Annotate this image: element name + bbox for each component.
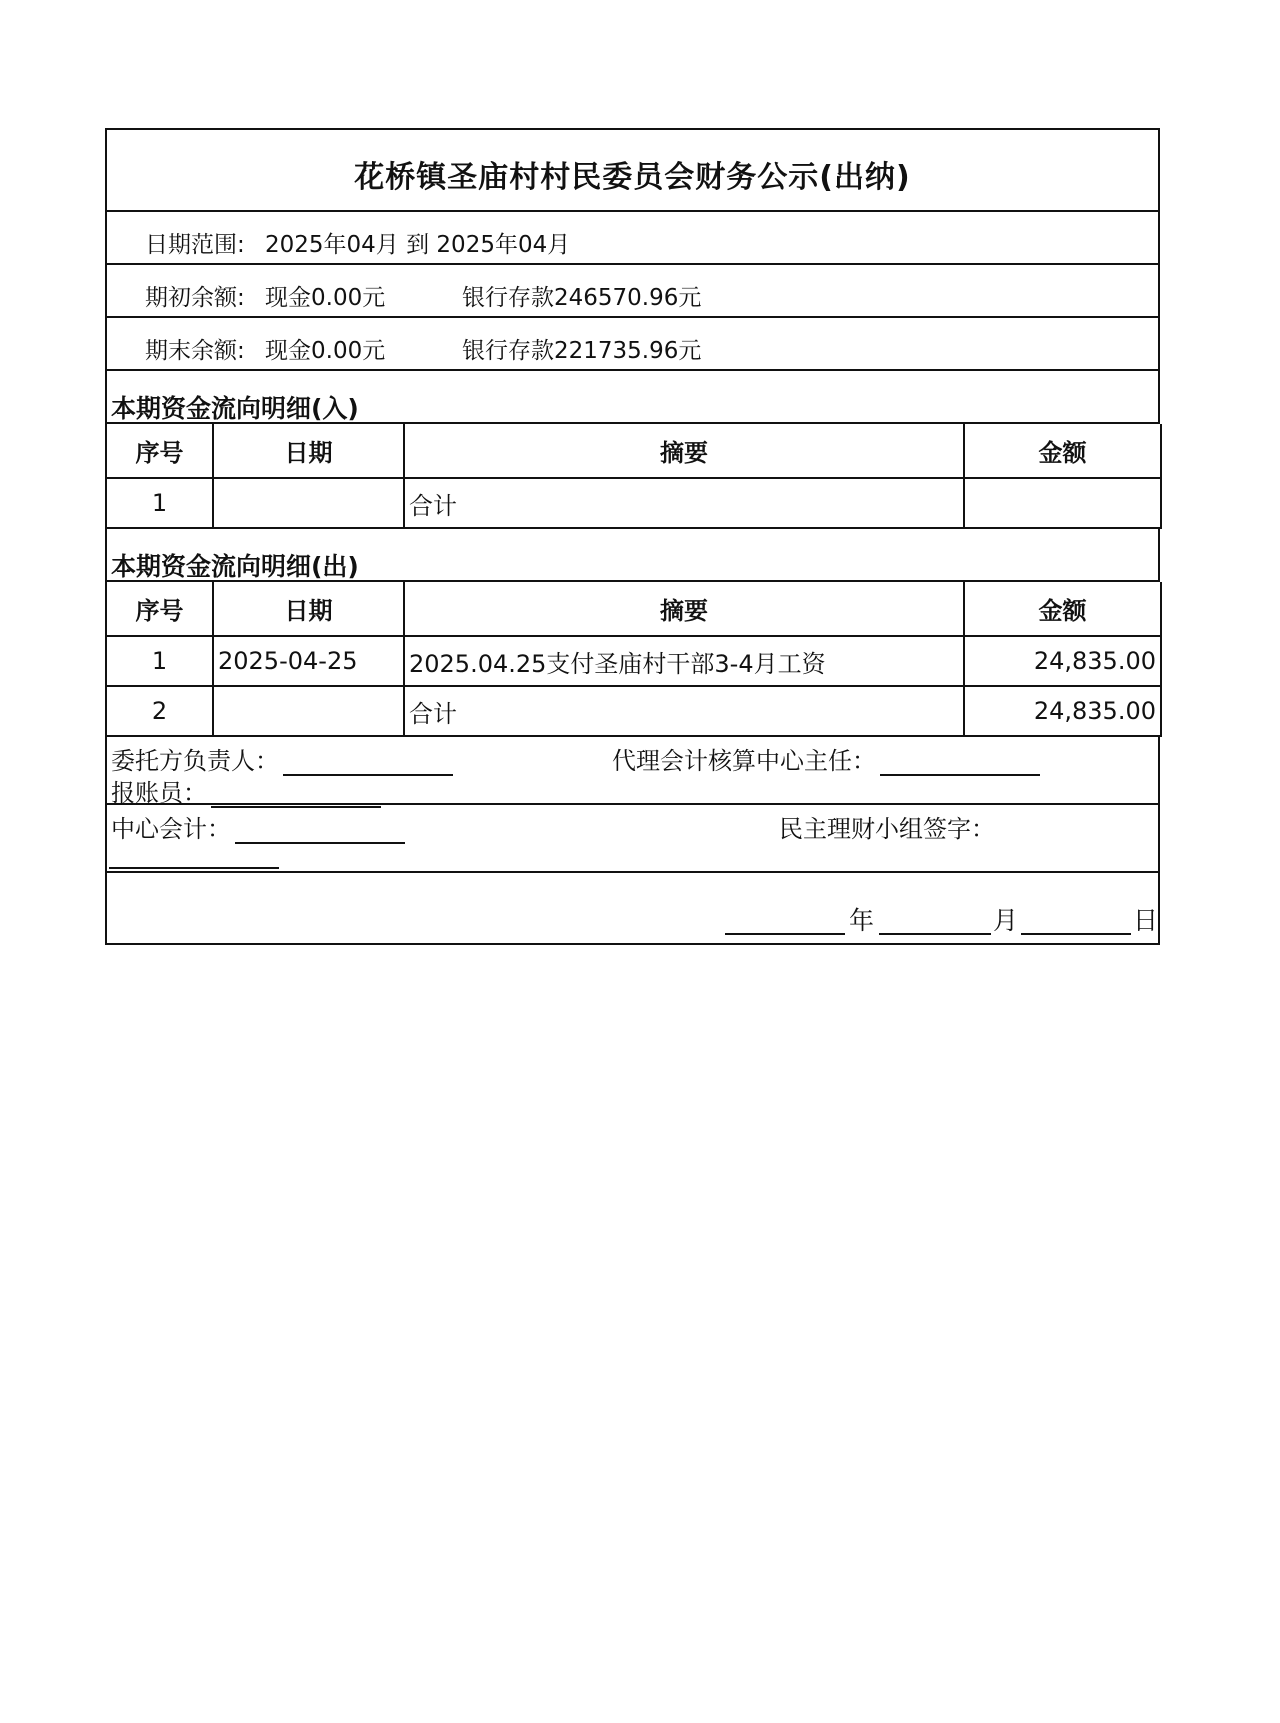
outflow-section-header xyxy=(105,529,1160,582)
row-date xyxy=(213,686,404,736)
center-director-text: 代理会计核算中心主任： xyxy=(612,747,876,775)
month-label: 月 xyxy=(993,906,1019,935)
inflow-col-amount: 金额 xyxy=(964,424,1161,478)
row-amount xyxy=(964,478,1161,528)
date-range-row xyxy=(105,212,1160,265)
year-label: 年 xyxy=(849,906,875,935)
outflow-header-row xyxy=(106,582,1161,636)
row-summary: 合计 xyxy=(404,686,964,736)
page-title: 花桥镇圣庙村村民委员会财务公示(出纳) xyxy=(354,160,911,195)
day-label: 日 xyxy=(1133,906,1159,935)
date-range-value: 2025年04月 到 2025年04月 xyxy=(265,232,571,258)
date-range-label: 日期范围: xyxy=(145,232,245,258)
outflow-col-no: 序号 xyxy=(106,582,213,636)
client-head-label xyxy=(111,741,453,776)
table-row xyxy=(106,636,1161,686)
opening-balance-label: 期初余额: xyxy=(145,285,245,311)
outflow-section-title: 本期资金流向明细(出) xyxy=(111,552,359,581)
outflow-table xyxy=(105,582,1162,737)
client-head-text: 委托方负责人： xyxy=(111,747,279,775)
row-summary: 2025.04.25支付圣庙村干部3-4月工资 xyxy=(404,636,964,686)
day-line[interactable] xyxy=(1021,931,1131,935)
table-row xyxy=(106,478,1161,528)
reimburser-label xyxy=(111,773,381,808)
closing-balance-label: 期末余额: xyxy=(145,338,245,364)
reimburser-text: 报账员： xyxy=(111,779,207,807)
democratic-group-label: 民主理财小组签字： xyxy=(779,815,995,843)
inflow-col-date: 日期 xyxy=(213,424,404,478)
year-line[interactable] xyxy=(725,931,845,935)
month-line[interactable] xyxy=(879,931,991,935)
inflow-section-header xyxy=(105,371,1160,424)
row-summary: 合计 xyxy=(404,478,964,528)
outflow-col-date: 日期 xyxy=(213,582,404,636)
closing-cash: 现金0.00元 xyxy=(265,338,386,364)
closing-bank: 银行存款221735.96元 xyxy=(462,338,702,364)
signature-row-2 xyxy=(105,805,1160,873)
opening-balance-row xyxy=(105,265,1160,318)
title-row xyxy=(105,128,1160,212)
row-amount: 24,835.00 xyxy=(964,636,1161,686)
inflow-header-row xyxy=(106,424,1161,478)
row-no: 1 xyxy=(106,636,213,686)
inflow-section-title: 本期资金流向明细(入) xyxy=(111,394,359,423)
closing-balance-row xyxy=(105,318,1160,371)
opening-bank: 银行存款246570.96元 xyxy=(462,285,702,311)
inflow-col-no: 序号 xyxy=(106,424,213,478)
center-accountant-text: 中心会计： xyxy=(111,815,231,843)
row-amount: 24,835.00 xyxy=(964,686,1161,736)
center-accountant-label xyxy=(111,809,405,844)
center-accountant-signature-line[interactable] xyxy=(235,818,405,844)
signature-row-1 xyxy=(105,737,1160,805)
row-date: 2025-04-25 xyxy=(213,636,404,686)
finance-notice-form xyxy=(105,128,1160,945)
date-row xyxy=(105,873,1160,945)
center-director-signature-line[interactable] xyxy=(880,750,1040,776)
democratic-group-signature-line[interactable] xyxy=(109,867,279,869)
inflow-col-summary: 摘要 xyxy=(404,424,964,478)
row-no: 2 xyxy=(106,686,213,736)
row-no: 1 xyxy=(106,478,213,528)
opening-cash: 现金0.00元 xyxy=(265,285,386,311)
inflow-table xyxy=(105,424,1162,529)
outflow-col-amount: 金额 xyxy=(964,582,1161,636)
outflow-col-summary: 摘要 xyxy=(404,582,964,636)
center-director-label xyxy=(612,741,1040,776)
table-row xyxy=(106,686,1161,736)
row-date xyxy=(213,478,404,528)
